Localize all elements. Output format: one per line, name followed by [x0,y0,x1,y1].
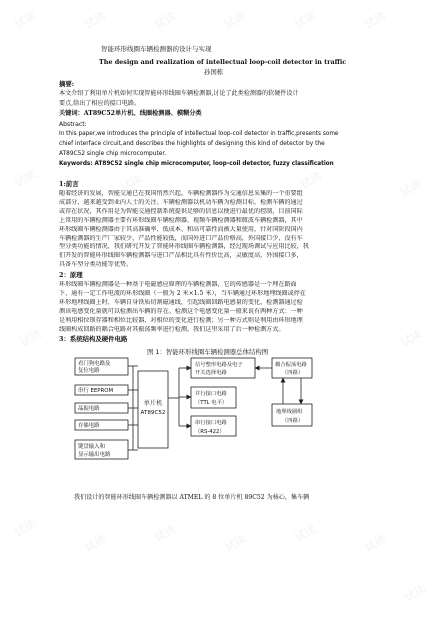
watermark-text: 试读 [12,167,39,190]
abstract-en-label: Abstract: [59,121,87,128]
block-label: （四路） [282,418,304,424]
block-label: 串行 EEPROM [78,388,114,394]
block-label: 并行接口电路 [195,391,227,397]
watermark-text: 试读 [222,532,249,555]
block-label: （RS-422） [195,429,225,435]
block-label: 显示输出电路 [78,452,111,458]
block-label: 开关选择电路 [195,370,227,376]
section-heading: 2：原理 [59,271,83,279]
block-label: 复位电路 [78,368,100,374]
keywords-cn: 关键词：AT89C52单片机、线圈检测器、模糊分类 [59,110,202,117]
block-label: 地埋线圈组 [276,409,303,415]
watermark-text: 试读 [298,169,325,192]
body-line: 环形地埋线圈上时，车辆自身铁质切割磁通线，引起线圈回路电感量的变化，检测器通过检 [59,298,303,306]
paper-title-cn: 智能环形线圈车辆检测器的设计与实现 [101,45,212,53]
watermark-text: 试读 [402,582,429,605]
section-heading: 3：系统结构及硬件电路 [59,335,128,343]
paper-title-en: The design and realization of intellectual loop-coil detector in traffic [99,58,347,66]
watermark-text: 试读 [118,172,145,195]
mcu-label: AT89C52 [140,410,166,416]
watermark-text: 试读 [398,177,425,200]
body-line: 环形线圈车辆检测器是一种基于电磁感应原理的车辆检测器，它的传感器是一个埋在路面 [59,281,297,288]
abstract-en-text: chief interface circuit,and describes the highlights of designing this kind of detector by the [59,141,325,147]
body-line: 成部分，越来越受到业内人士的关注。车辆检测器以机动车辆为检测目标，检测车辆的通过 [59,198,303,206]
body-line: 车辆检测器的生产厂家较少，产品性能较低，而国外进口产品价格高，外国接口少，没有车 [59,234,303,242]
block-label: 键盘输入和 [78,444,105,450]
watermark-text: 试读 [152,9,179,32]
block-label: 存储电路 [78,423,100,429]
figure-caption: 图 1：智能环形线圈车辆检测器总体结构图 [147,348,269,356]
block-label: （TTL 电平） [195,400,228,406]
watermark-text: 试读 [12,9,39,32]
watermark-text: 试读 [18,327,45,350]
watermark-text: 试读 [292,9,319,32]
author-name: 孙国栋 [204,68,224,76]
watermark-text: 试读 [362,532,389,555]
body-line: 型分类功能的情况，我们研究开发了智能环形线圈车辆检测器，经过现场调试与应用比较，我 [59,243,309,251]
watermark-text: 试读 [12,517,39,540]
body-line: 下，通有一定工作电流的环形线圈（一般为 2 米×1.5 米），当车辆通过环形地埋线圈或停在 [59,289,306,297]
block-label: （四路） [282,370,304,376]
body-line: 或存在状况，其作用是为智能交通控制系统提供足够的信息以便进行最优的控制，目前国际 [59,207,303,215]
abstract-en-text: In this paper,we introduces the principle of intellectual loop-coil detector in traffic,presents some [59,131,339,137]
abstract-cn-label: 摘要: [59,80,75,88]
watermark-text: 试读 [222,9,249,32]
watermark-text: 试读 [152,522,179,545]
block-label: 串行接口电路 [195,420,227,426]
body-line: 随着经济的发展，智能交通已在我国悄然兴起，车辆检测器作为交通信息采集的一个重要组 [59,190,303,197]
body-line: 我们设计的智能环形线圈车辆检测器以 ATMEL 的 8 位单片机 89C52 为核心，集车辆 [74,494,310,501]
abstract-cn-text: 本文介绍了利用单片机如何实现智能环形线圈车辆检测器,讨论了此类检测器的软硬件设计 [59,90,299,97]
watermark-text: 试读 [82,9,109,32]
body-line: 具备车型分类功能等优势。 [59,261,133,269]
block-label: 耦合振荡电路 [275,362,307,368]
keywords-en: Keywords: AT89C52 single chip microcomputer, loop-coil detector, fuzzy classification [59,161,334,167]
watermark-text: 试读 [82,532,109,555]
watermark-text: 试读 [292,522,319,545]
block-label: 看门狗电路及 [78,361,111,367]
body-line: 线圈构成回路的耦合电路对其振荡频率进行检测，我们这里采用了后一种检测方式。 [59,325,285,333]
body-line: 是利用相位锁存器和相位比较器，对相位的变化进行检测；另一种方式则是利用由环形地埋 [59,316,303,324]
block-label: 晶振电路 [78,406,100,412]
mcu-label: 单片机 [143,400,163,407]
abstract-en-text: AT89C52 single chip microcomputer. [59,151,167,157]
body-line: 测该电感变化量就可以检测出车辆的存在。检测这个电感变化量一般来说有两种方式：一种 [59,307,303,315]
watermark-text: 试读 [398,327,425,350]
block-label: 信号整形电路及电子 [195,362,243,368]
abstract-cn-text: 要点,给出了相应的接口电路。 [59,100,141,107]
body-line: 环形线圈车辆检测器由于其高准确率、低成本、和高可靠性而被大量使用，针对国阶段国内 [59,225,303,233]
body-line: 上常用的车辆检测器主要有环形线圈车辆检测器，视频车辆检测器和微波车辆检测器，其中 [59,216,303,224]
watermark-text: 试读 [362,9,389,32]
body-line: 们开发的智能环形线圈车辆检测器与进口产品相比具有性价比高，灵敏度高，外围接口多， [59,252,303,260]
section-heading: 1:前言 [59,180,79,188]
